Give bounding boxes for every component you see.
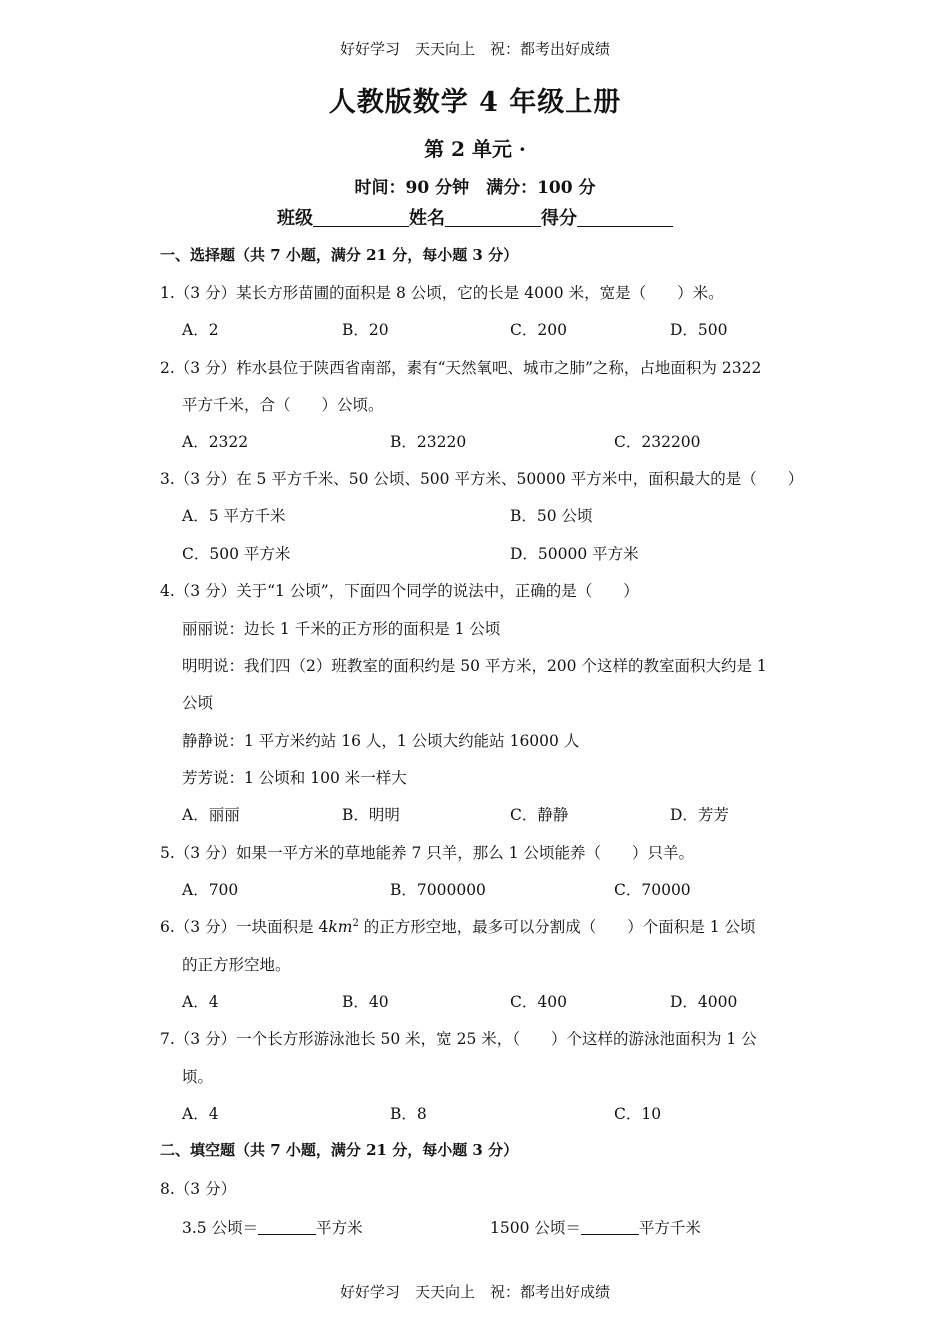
question-8: 8.（3 分）	[160, 1180, 237, 1198]
page-footer: 好好学习 天天向上 祝：都考出好成绩	[339, 1283, 610, 1301]
q3-option-c[interactable]: C．500 平方米	[182, 545, 291, 563]
q4-statement-fangfang: 芳芳说：1 公顷和 100 米一样大	[182, 769, 407, 787]
q8-b-blank[interactable]	[581, 1220, 639, 1235]
section-heading-choice: 一、选择题（共 7 小题，满分 21 分，每小题 3 分）	[160, 246, 519, 264]
question-7: 7.（3 分）一个长方形游泳池长 50 米，宽 25 米，（ ）个这样的游泳池面积为 1 公	[160, 1030, 757, 1048]
q8-part-a	[182, 1216, 363, 1238]
q6-unit: km	[328, 918, 353, 936]
q5-option-a[interactable]: A．700	[182, 881, 239, 899]
unit-subtitle: 第 2 单元 ·	[424, 137, 526, 161]
q6-text-pre: 6.（3 分）一块面积是 4	[160, 918, 329, 936]
question-3: 3.（3 分）在 5 平方千米、50 公顷、500 平方米、50000 平方米中，面积最大的是（ ）	[160, 470, 804, 488]
q1-option-d[interactable]: D．500	[670, 321, 728, 339]
q6-text-post: 的正方形空地，最多可以分割成（ ）个面积是 1 公顷	[358, 918, 756, 936]
q4-option-d[interactable]: D．芳芳	[670, 806, 729, 824]
q7-option-c[interactable]: C．10	[614, 1105, 662, 1123]
score-blank[interactable]	[577, 208, 673, 227]
q3-option-b[interactable]: B．50 公顷	[510, 507, 593, 525]
q6-option-d[interactable]: D．4000	[670, 993, 738, 1011]
q4-statement-mingming: 明明说：我们四（2）班教室的面积约是 50 平方米，200 个这样的教室面积大约是 1	[182, 657, 767, 675]
page-title: 人教版数学 4 年级上册	[328, 87, 622, 118]
q7-option-a[interactable]: A．4	[182, 1105, 219, 1123]
name-label: 姓名	[409, 208, 445, 229]
q5-option-c[interactable]: C．70000	[614, 881, 691, 899]
class-blank[interactable]	[313, 208, 409, 227]
section-heading-fill: 二、填空题（共 7 小题，满分 21 分，每小题 3 分）	[160, 1141, 519, 1159]
q5-option-b[interactable]: B．7000000	[390, 881, 486, 899]
question-6-cont: 的正方形空地。	[182, 956, 291, 974]
q4-statement-mingming-cont: 公顷	[182, 694, 214, 712]
q8-b-post: 平方千米	[638, 1219, 701, 1237]
time-score-line: 时间：90 分钟 满分：100 分	[354, 178, 596, 198]
q3-option-d[interactable]: D．50000 平方米	[510, 545, 639, 563]
q4-statement-jingjing: 静静说：1 平方米约站 16 人，1 公顷大约能站 16000 人	[182, 732, 580, 750]
q1-option-c[interactable]: C．200	[510, 321, 567, 339]
q8-b-pre: 1500 公顷＝	[490, 1219, 581, 1237]
q8-a-pre: 3.5 公顷＝	[182, 1219, 259, 1237]
question-7-cont: 顷。	[182, 1068, 214, 1086]
q3-option-a[interactable]: A．5 平方千米	[182, 507, 286, 525]
q1-option-b[interactable]: B．20	[342, 321, 389, 339]
question-2-cont: 平方千米，合（ ）公顷。	[182, 396, 384, 414]
q4-option-b[interactable]: B．明明	[342, 806, 400, 824]
question-6	[160, 915, 756, 937]
q8-a-blank[interactable]	[258, 1220, 316, 1235]
q2-option-b[interactable]: B．23220	[390, 433, 467, 451]
question-1: 1.（3 分）某长方形苗圃的面积是 8 公顷，它的长是 4000 米，宽是（ ）米。	[160, 284, 724, 302]
page-header: 好好学习 天天向上 祝：都考出好成绩	[339, 40, 610, 58]
q2-option-c[interactable]: C．232200	[614, 433, 701, 451]
question-5: 5.（3 分）如果一平方米的草地能养 7 只羊，那么 1 公顷能养（ ）只羊。	[160, 844, 695, 862]
q7-option-b[interactable]: B．8	[390, 1105, 427, 1123]
class-label: 班级	[277, 208, 313, 229]
q2-option-a[interactable]: A．2322	[182, 433, 249, 451]
student-info-line	[0, 204, 950, 230]
question-2: 2.（3 分）柞水县位于陕西省南部，素有“天然氧吧、城市之肺”之称，占地面积为 2322	[160, 359, 762, 377]
name-blank[interactable]	[445, 208, 541, 227]
q6-option-b[interactable]: B．40	[342, 993, 389, 1011]
q6-option-a[interactable]: A．4	[182, 993, 219, 1011]
q8-a-post: 平方米	[316, 1219, 363, 1237]
q1-option-a[interactable]: A．2	[182, 321, 219, 339]
q4-option-c[interactable]: C．静静	[510, 806, 569, 824]
q4-option-a[interactable]: A．丽丽	[182, 806, 240, 824]
q4-statement-lili: 丽丽说：边长 1 千米的正方形的面积是 1 公顷	[182, 620, 501, 638]
q8-part-b	[490, 1216, 701, 1238]
q6-option-c[interactable]: C．400	[510, 993, 567, 1011]
question-4: 4.（3 分）关于“1 公顷”，下面四个同学的说法中，正确的是（ ）	[160, 582, 639, 600]
q6-exponent: 2	[352, 917, 359, 929]
score-label: 得分	[541, 208, 577, 229]
